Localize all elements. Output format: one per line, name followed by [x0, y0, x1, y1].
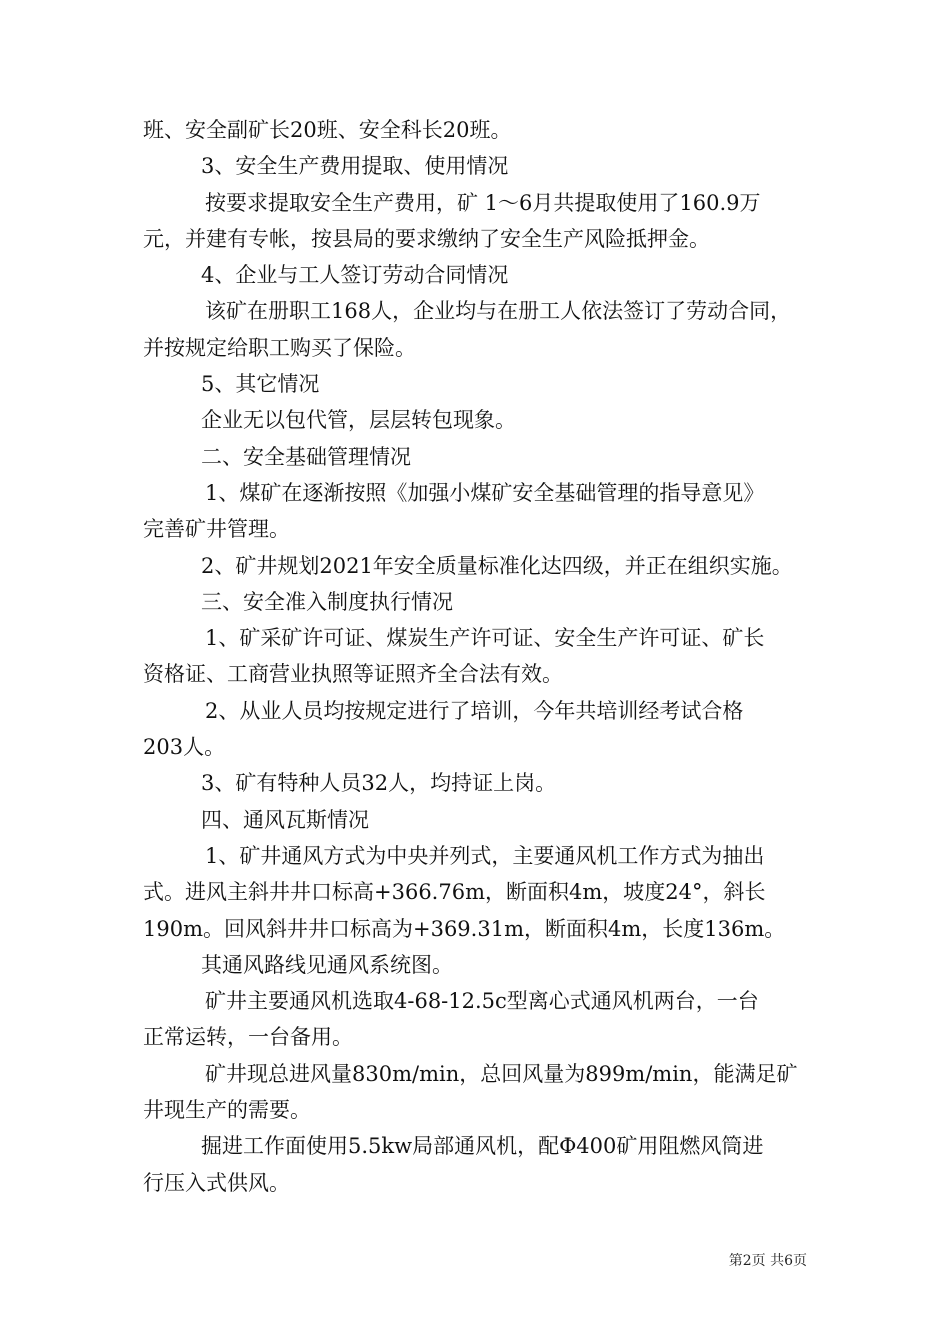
text-line: 1、矿井通风方式为中央并列式，主要通风机工作方式为抽出 [205, 843, 765, 868]
text-line: 其通风路线见通风系统图。 [201, 952, 453, 977]
text-line: 5、其它情况 [201, 372, 320, 397]
section-heading: 三、安全准入制度执行情况 [201, 589, 453, 614]
section-heading: 二、安全基础管理情况 [201, 444, 411, 469]
text-line: 203人。 [143, 735, 226, 760]
text-line: 并按规定给职工购买了保险。 [143, 335, 416, 360]
text-line: 班、安全副矿长20班、安全科长20班。 [143, 118, 512, 142]
text-line: 企业无以包代管，层层转包现象。 [201, 408, 516, 433]
text-line: 3、矿有特种人员32人，均持证上岗。 [201, 771, 557, 796]
text-line: 矿井现总进风量830m/min，总回风量为899m/min，能满足矿 [205, 1061, 798, 1086]
text-line: 按要求提取安全生产费用，矿 1～6月共提取使用了160.9万 [205, 190, 761, 215]
text-line: 完善矿井管理。 [143, 517, 290, 542]
text-line: 矿井主要通风机选取4-68-12.5c型离心式通风机两台，一台 [205, 989, 759, 1014]
text-line: 资格证、工商营业执照等证照齐全合法有效。 [143, 662, 563, 687]
section-heading: 四、通风瓦斯情况 [201, 807, 369, 832]
text-line: 190m。回风斜井井口标高为+369.31m，断面积4m，长度136m。 [143, 916, 786, 941]
text-line: 正常运转，一台备用。 [143, 1025, 353, 1050]
text-line: 1、煤矿在逐渐按照《加强小煤矿安全基础管理的指导意见》 [205, 480, 765, 505]
text-line: 3、安全生产费用提取、使用情况 [201, 154, 509, 179]
text-line: 4、企业与工人签订劳动合同情况 [201, 263, 509, 288]
text-line: 行压入式供风。 [143, 1170, 290, 1195]
text-line: 该矿在册职工168人，企业均与在册工人依法签订了劳动合同， [205, 299, 792, 324]
text-line: 元，并建有专帐，按县局的要求缴纳了安全生产风险抵押金。 [143, 226, 710, 251]
document-body [143, 112, 813, 1201]
text-line: 2、从业人员均按规定进行了培训，今年共培训经考试合格 [205, 698, 744, 723]
text-line: 1、矿采矿许可证、煤炭生产许可证、安全生产许可证、矿长 [205, 626, 765, 651]
text-line: 式。进风主斜井井口标高+366.76m，断面积4m，坡度24°，斜长 [143, 880, 766, 905]
page-number-footer: 第2页 共6页 [728, 1253, 807, 1269]
text-line: 井现生产的需要。 [143, 1098, 311, 1123]
text-line: 2、矿井规划2021年安全质量标准化达四级，并正在组织实施。 [201, 553, 793, 578]
text-line: 掘进工作面使用5.5kw局部通风机，配Φ400矿用阻燃风筒进 [201, 1134, 764, 1159]
